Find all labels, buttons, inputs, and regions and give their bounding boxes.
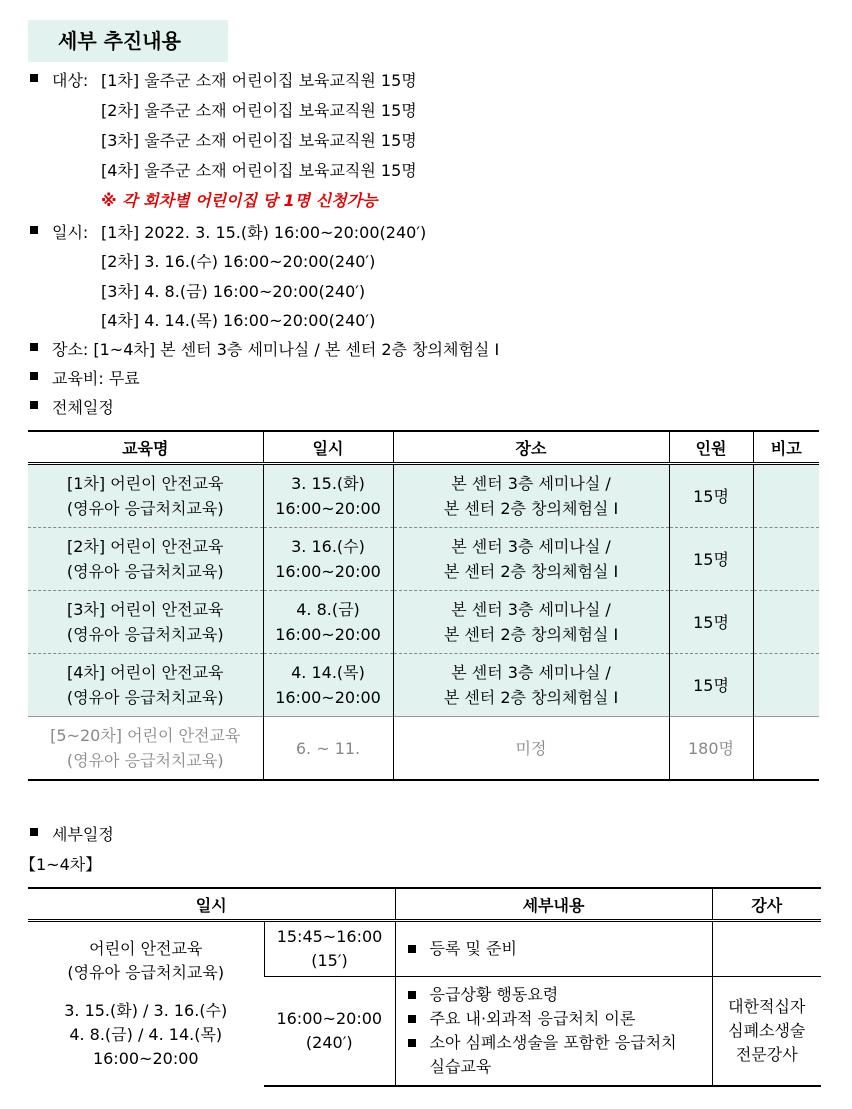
time: 16:00~20:00 <box>275 562 381 581</box>
place: 본 센터 3층 세미나실 / <box>451 600 611 619</box>
date-cell <box>263 654 393 717</box>
header-cell: 일시 <box>263 431 393 464</box>
course-subtitle: (영유아 응급처치교육) <box>66 625 224 644</box>
header-cell: 비고 <box>753 431 819 464</box>
date: 4. 8.(금) <box>296 600 360 619</box>
target-label: 대상: <box>52 71 89 90</box>
count-cell: 15명 <box>669 591 753 654</box>
place-cell <box>393 654 669 717</box>
place-line: 장소: [1~4차] 본 센터 3층 세미나실 / 본 센터 2층 창의체험실 I <box>52 340 500 359</box>
place: 본 센터 2층 창의체험실 I <box>443 625 619 644</box>
target-row: [4차] 울주군 소재 어린이집 보육교직원 15명 <box>101 161 417 180</box>
date-row: [4차] 4. 14.(목) 16:00~20:00(240′) <box>101 311 376 330</box>
detail-heading: 세부일정 <box>52 825 114 844</box>
place-cell <box>393 591 669 654</box>
content-item-continued: 실습교육 <box>429 1057 492 1076</box>
course-name: 어린이 안전교육 <box>89 939 203 958</box>
course-name: [2차] 어린이 안전교육 <box>67 537 224 556</box>
date-label: 일시: <box>52 223 89 242</box>
place: 본 센터 3층 세미나실 / <box>451 474 611 493</box>
target-row: [2차] 울주군 소재 어린이집 보육교직원 15명 <box>101 101 417 120</box>
table-header-row <box>28 431 819 464</box>
place: 본 센터 3층 세미나실 / <box>451 537 611 556</box>
count-cell: 180명 <box>669 717 753 781</box>
date-cell <box>263 591 393 654</box>
place: 본 센터 2층 창의체험실 I <box>443 688 619 707</box>
place: 본 센터 2층 창의체험실 I <box>443 499 619 518</box>
content-item: 소아 심폐소생술을 포함한 응급처치 <box>408 1031 712 1055</box>
header-cell: 세부내용 <box>395 888 712 921</box>
date: 4. 14.(목) <box>291 663 365 682</box>
content-item: 응급상황 행동요령 <box>408 983 712 1007</box>
note-cell <box>753 528 819 591</box>
count-cell: 15명 <box>669 464 753 528</box>
course-subtitle: (영유아 응급처치교육) <box>66 562 224 581</box>
course-subtitle: (영유아 응급처치교육) <box>66 499 224 518</box>
header-cell: 인원 <box>669 431 753 464</box>
place-cell: 미정 <box>393 717 669 781</box>
time: 16:00~20:00 <box>276 1009 383 1028</box>
course-name: [4차] 어린이 안전교육 <box>67 663 224 682</box>
note-cell <box>753 654 819 717</box>
count-cell: 15명 <box>669 528 753 591</box>
content-cell <box>395 921 712 977</box>
table-row <box>28 591 819 654</box>
note-cell <box>753 717 819 781</box>
course-name: [1차] 어린이 안전교육 <box>67 474 224 493</box>
section-title: 세부 추진내용 <box>28 20 228 62</box>
date: 3. 15.(화) <box>291 474 365 493</box>
detail-subheading: 【1~4차】 <box>20 855 102 874</box>
header-cell: 교육명 <box>28 431 263 464</box>
target-row: [3차] 울주군 소재 어린이집 보육교직원 15명 <box>101 131 417 150</box>
date-row: [1차] 2022. 3. 15.(화) 16:00~20:00(240′) <box>101 223 427 242</box>
content-cell <box>395 977 712 1087</box>
date-cell <box>263 528 393 591</box>
course-subtitle: (영유아 응급처치교육) <box>66 688 224 707</box>
table-row <box>28 654 819 717</box>
bullet-icon <box>30 372 38 380</box>
table-header-row <box>28 888 821 921</box>
bullet-icon <box>30 828 38 836</box>
course-subtitle: (영유아 응급처치교육) <box>66 751 224 770</box>
course-name: [5~20차] 어린이 안전교육 <box>50 726 241 745</box>
time-cell <box>264 977 395 1087</box>
target-row: [1차] 울주군 소재 어린이집 보육교직원 15명 <box>101 71 417 90</box>
time: 15:45~16:00 <box>276 927 383 946</box>
time: 16:00~20:00 <box>275 499 381 518</box>
course-cell <box>28 921 264 1087</box>
course-name-cell <box>28 717 263 781</box>
detail-table <box>28 887 821 1087</box>
course-name-cell <box>28 654 263 717</box>
instructor: 대한적십자 <box>728 997 806 1016</box>
course-dates: 3. 15.(화) / 3. 16.(수) <box>64 1001 228 1020</box>
date: 3. 16.(수) <box>291 537 365 556</box>
course-subtitle: (영유아 응급처치교육) <box>67 963 225 982</box>
time-cell <box>264 921 395 977</box>
fee-line: 교육비: 무료 <box>52 369 140 388</box>
place: 본 센터 3층 세미나실 / <box>451 663 611 682</box>
course-time: 16:00~20:00 <box>92 1049 199 1068</box>
note-cell <box>753 464 819 528</box>
bullet-icon <box>30 226 38 234</box>
course-name-cell <box>28 591 263 654</box>
header-cell: 장소 <box>393 431 669 464</box>
place: 본 센터 2층 창의체험실 I <box>443 562 619 581</box>
course-name-cell <box>28 464 263 528</box>
instructor: 심폐소생술 <box>728 1021 806 1040</box>
target-note: ※ 각 회차별 어린이집 당 1명 신청가능 <box>101 191 378 210</box>
table-row <box>28 921 821 977</box>
date-cell <box>263 464 393 528</box>
table-row <box>28 464 819 528</box>
course-name: [3차] 어린이 안전교육 <box>67 600 224 619</box>
bullet-icon <box>30 401 38 409</box>
note-cell <box>753 591 819 654</box>
schedule-table <box>28 430 819 781</box>
schedule-heading: 전체일정 <box>52 398 114 417</box>
date-row: [2차] 3. 16.(수) 16:00~20:00(240′) <box>101 252 376 271</box>
header-cell: 강사 <box>712 888 821 921</box>
instructor-cell <box>712 921 821 977</box>
bullet-icon <box>30 74 38 82</box>
place-cell <box>393 464 669 528</box>
table-row <box>28 528 819 591</box>
course-dates: 4. 8.(금) / 4. 14.(목) <box>69 1025 223 1044</box>
header-cell: 일시 <box>28 888 395 921</box>
content-item: 주요 내·외과적 응급처치 이론 <box>408 1007 712 1031</box>
count-cell: 15명 <box>669 654 753 717</box>
course-name-cell <box>28 528 263 591</box>
instructor-cell <box>712 977 821 1087</box>
duration: (240′) <box>305 1033 353 1052</box>
date-row: [3차] 4. 8.(금) 16:00~20:00(240′) <box>101 282 366 301</box>
content-item: 등록 및 준비 <box>408 937 712 961</box>
time: 16:00~20:00 <box>275 625 381 644</box>
place-cell <box>393 528 669 591</box>
date-cell: 6. ~ 11. <box>263 717 393 781</box>
duration: (15′) <box>311 951 348 970</box>
table-row <box>28 717 819 781</box>
instructor: 전문강사 <box>735 1045 798 1064</box>
time: 16:00~20:00 <box>275 688 381 707</box>
bullet-icon <box>30 343 38 351</box>
